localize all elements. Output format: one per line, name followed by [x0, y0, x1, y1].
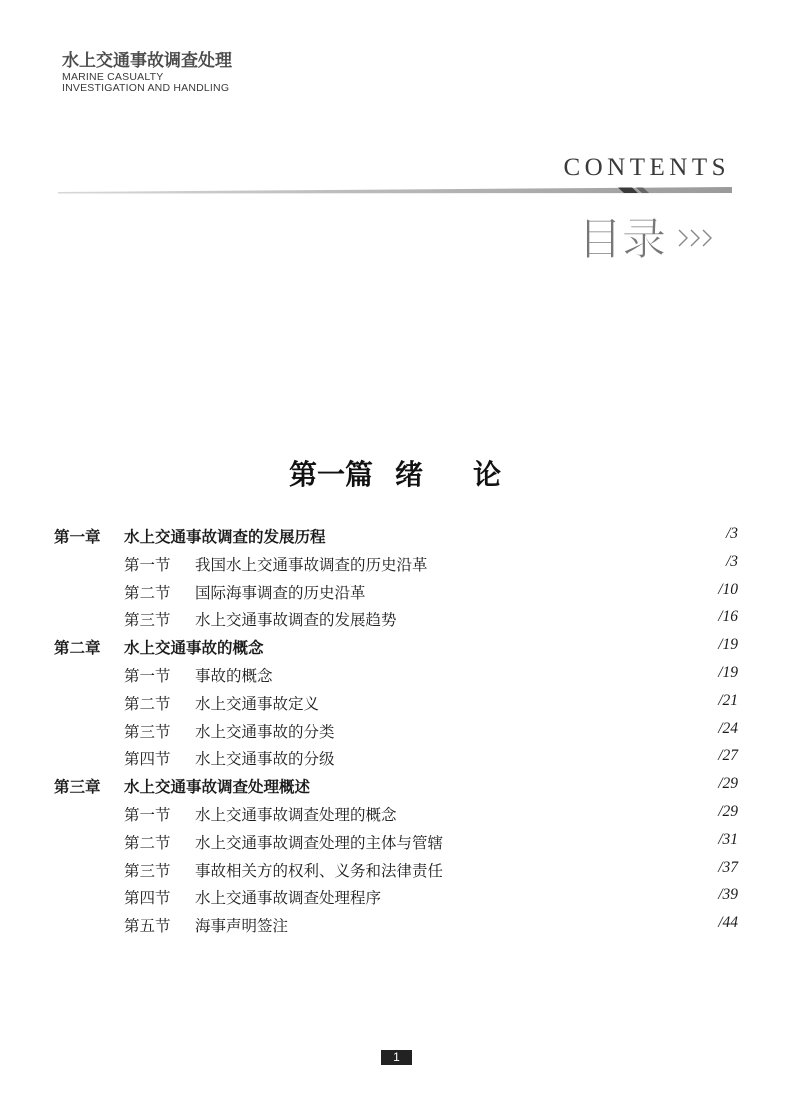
page-ref: /19 — [718, 664, 738, 681]
section-number: 第一节 — [124, 555, 171, 574]
book-subtitle-line1: MARINE CASUALTY — [62, 71, 164, 83]
section-title: 水上交通事故定义 — [195, 694, 320, 713]
toc-section-row — [0, 859, 790, 887]
section-title: 水上交通事故调查处理程序 — [195, 889, 382, 908]
section-number: 第三节 — [124, 611, 171, 630]
toc-section-row — [0, 581, 790, 609]
section-number: 第四节 — [124, 889, 171, 908]
section-number: 第二节 — [124, 833, 171, 852]
toc-chapter-row — [0, 636, 790, 664]
page-ref: /29 — [718, 803, 738, 820]
section-number: 第二节 — [124, 583, 171, 602]
book-subtitle-line2: INVESTIGATION AND HANDLING — [62, 82, 230, 94]
section-number: 第三节 — [124, 861, 171, 880]
section-number: 第二节 — [124, 694, 171, 713]
toc-section-row — [0, 720, 790, 748]
section-title: 水上交通事故调查的发展趋势 — [195, 611, 397, 630]
page-ref: /24 — [718, 719, 738, 737]
toc-section-row — [0, 886, 790, 914]
page-ref: /3 — [725, 552, 738, 570]
page-ref: /37 — [718, 858, 738, 876]
chapter-title: 水上交通事故的概念 — [124, 639, 264, 658]
toc-section-row — [0, 914, 790, 942]
page-ref: /39 — [718, 886, 738, 904]
toc-chapter-row — [0, 775, 790, 803]
mulu-heading: 目录 — [578, 214, 666, 265]
section-number: 第四节 — [124, 750, 171, 769]
chapter-title: 水上交通事故调查的发展历程 — [124, 528, 326, 546]
section-title: 国际海事调查的历史沿革 — [195, 583, 366, 602]
part-title-char1: 绪 — [394, 458, 423, 491]
section-title: 水上交通事故调查处理的概念 — [195, 806, 397, 824]
page-ref: /3 — [725, 525, 738, 542]
toc-section-row — [0, 803, 790, 831]
section-number: 第五节 — [124, 917, 171, 936]
page-ref: /29 — [718, 775, 738, 793]
toc-section-row — [0, 553, 790, 581]
page-ref: /44 — [718, 914, 738, 932]
toc-section-row — [0, 664, 790, 692]
section-title: 事故相关方的权利、义务和法律责任 — [195, 861, 444, 880]
section-number: 第三节 — [124, 722, 171, 741]
page-ref: /16 — [718, 608, 738, 626]
section-title: 我国水上交通事故调查的历史沿革 — [195, 555, 428, 574]
chapter-number: 第一章 — [54, 528, 101, 546]
page-number: 1 — [381, 1050, 412, 1065]
section-number: 第一节 — [124, 667, 171, 685]
page-ref: /27 — [718, 747, 738, 765]
page-ref: /31 — [718, 830, 738, 848]
toc-section-row — [0, 608, 790, 636]
book-title: 水上交通事故调查处理 — [62, 51, 232, 71]
decorative-rule — [58, 186, 732, 194]
section-title: 水上交通事故的分类 — [195, 722, 335, 741]
part-label: 第一篇 — [288, 458, 373, 491]
section-title: 水上交通事故的分级 — [195, 750, 335, 769]
section-title: 事故的概念 — [195, 667, 273, 685]
chapter-title: 水上交通事故调查处理概述 — [124, 778, 311, 797]
page-ref: /21 — [718, 691, 738, 709]
toc-chapter-row — [0, 525, 790, 553]
chevron-right-icon — [676, 226, 718, 250]
section-number: 第一节 — [124, 806, 171, 824]
section-title: 海事声明签注 — [195, 917, 289, 936]
page-ref: /10 — [718, 580, 738, 598]
part-title-char2: 论 — [473, 458, 502, 491]
page-ref: /19 — [718, 636, 738, 654]
toc-section-row — [0, 747, 790, 775]
part-title — [0, 453, 790, 493]
toc-section-row — [0, 831, 790, 859]
book-subtitle — [62, 72, 229, 94]
section-title: 水上交通事故调查处理的主体与管辖 — [195, 833, 444, 852]
toc-section-row — [0, 692, 790, 720]
chapter-number: 第三章 — [54, 778, 101, 797]
chapter-number: 第二章 — [54, 639, 101, 658]
contents-heading: CONTENTS — [563, 154, 730, 181]
